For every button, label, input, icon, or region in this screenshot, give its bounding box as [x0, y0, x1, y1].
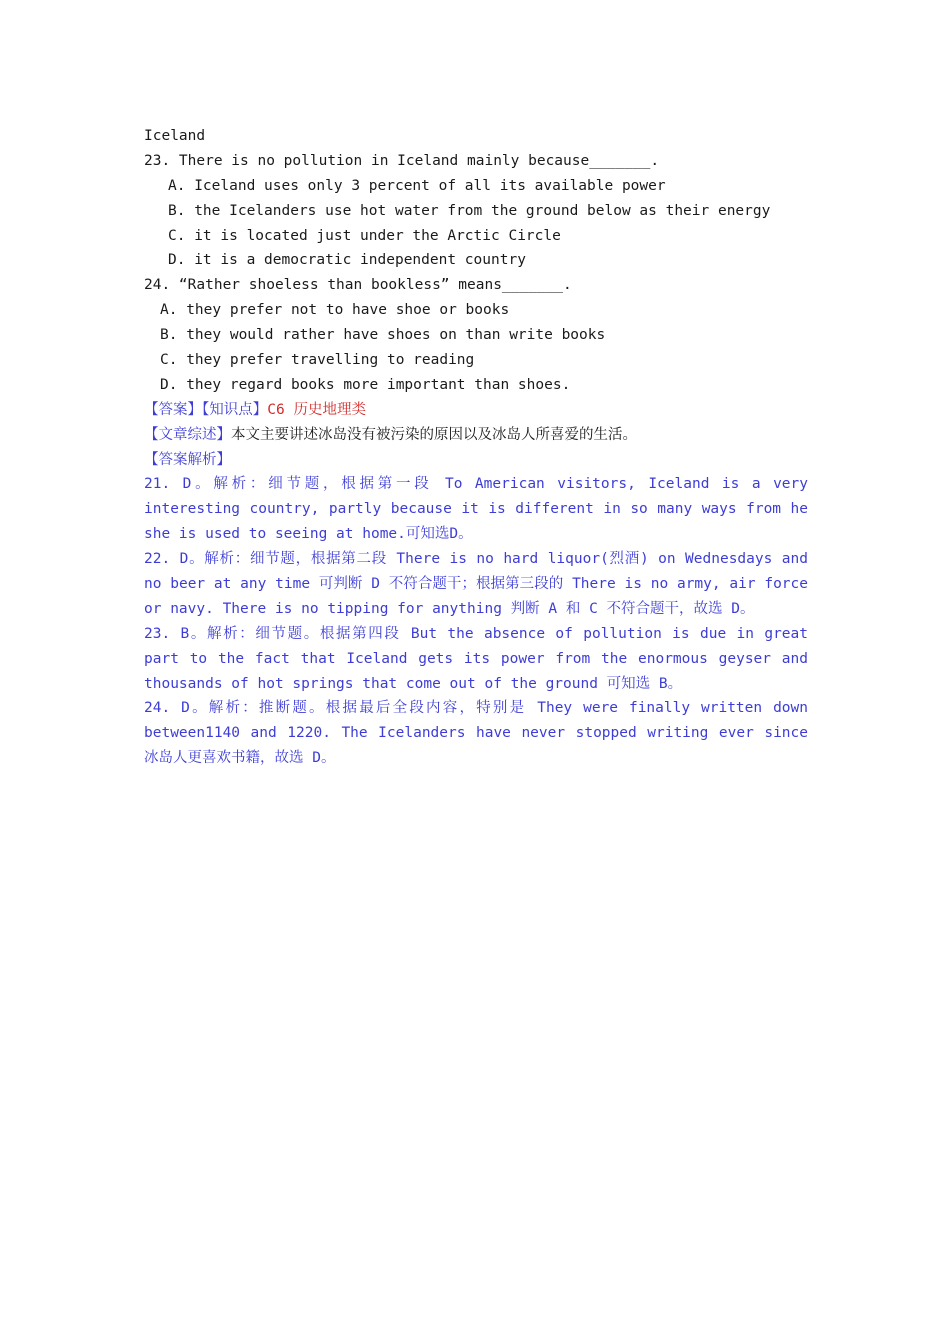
question-23-stem: 23. There is no pollution in Iceland mainly because_______.: [144, 152, 660, 169]
explanation-24-line-3: 冰岛人更喜欢书籍，故选 D。: [144, 750, 336, 767]
answer-knowledge-line: [144, 398, 808, 423]
question-24-stem: 24. “Rather shoeless than bookless” means_______.: [144, 277, 572, 294]
explanation-23-line-1: 23. B。解析：细节题。根据第四段 But the absence of pollution is due in great: [144, 625, 808, 642]
question-24-option-d: D. they regard books more important than shoes.: [160, 376, 571, 393]
document-page: [144, 124, 808, 771]
explanation-21-line-3: she is used to seeing at home.可知选D。: [144, 526, 473, 543]
knowledge-label: 【知识点】: [202, 401, 268, 418]
question-24-option-a: A. they prefer not to have shoe or books: [160, 302, 510, 319]
knowledge-value: C6 历史地理类: [267, 401, 366, 418]
explanation-22-line-2: no beer at any time 可判断 D 不符合题干；根据第三段的 There is no army, air force: [144, 576, 808, 593]
question-24-option-c: C. they prefer travelling to reading: [160, 352, 475, 369]
explanation-21-line-1: 21. D。解析：细节题，根据第一段 To American visitors, Iceland is a very: [144, 476, 808, 493]
explanation-22-line-1: 22. D。解析：细节题，根据第二段 There is no hard liquor(烈酒) on Wednesdays and: [144, 551, 808, 568]
explanation-22-line-3: or navy. There is no tipping for anything 判断 A 和 C 不符合题干，故选 D。: [144, 600, 755, 617]
summary-text: 本文主要讲述冰岛没有被污染的原因以及冰岛人所喜爱的生活。: [231, 426, 637, 443]
question-23-option-c: C. it is located just under the Arctic Circle: [168, 227, 561, 244]
explanation-24-line-2: between1140 and 1220. The Icelanders have never stopped writing ever since: [144, 725, 808, 742]
summary-line: [144, 423, 808, 448]
explanation-21-line-2: interesting country, partly because it is different in so many ways from he: [144, 501, 808, 518]
question-23-option-d: D. it is a democratic independent country: [168, 252, 526, 269]
analysis-label: 【答案解析】: [144, 451, 231, 468]
question-23-option-a: A. Iceland uses only 3 percent of all its available power: [168, 177, 666, 194]
answer-label: 【答案】: [144, 401, 202, 418]
summary-label: 【文章综述】: [144, 426, 231, 443]
explanation-24-line-1: 24. D。解析：推断题。根据最后全段内容，特别是 They were finally written down: [144, 700, 808, 717]
explanation-23-line-3: thousands of hot springs that come out of the ground 可知选 B。: [144, 675, 683, 692]
question-24-option-b: B. they would rather have shoes on than write books: [160, 327, 606, 344]
explanation-23-line-2: part to the fact that Iceland gets its power from the enormous geyser and: [144, 650, 808, 667]
passage-tail: Iceland: [144, 128, 206, 144]
question-23-option-b: B. the Icelanders use hot water from the ground below as their energy: [168, 202, 771, 219]
